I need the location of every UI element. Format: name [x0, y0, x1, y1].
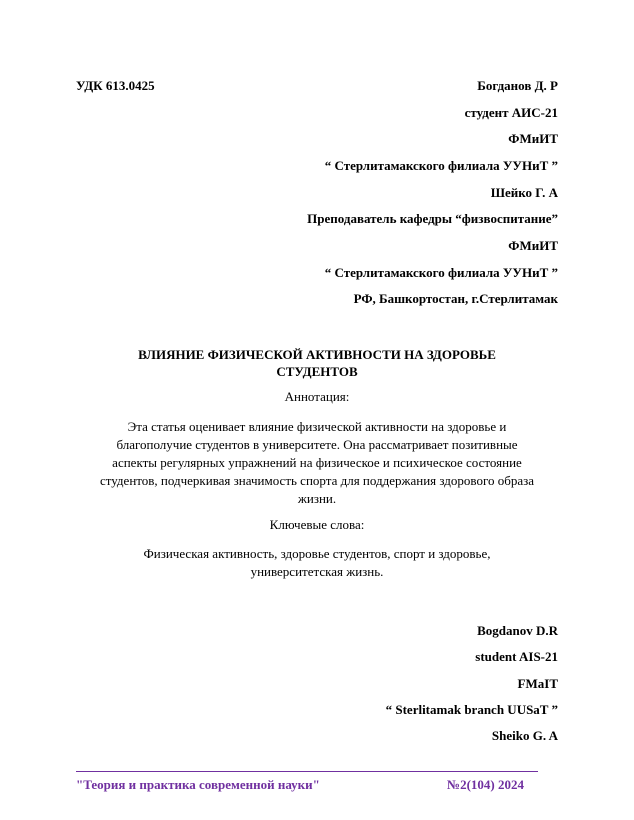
article-title-line-2: СТУДЕНТОВ	[276, 364, 358, 379]
author-ru-name-2: Шейко Г. А	[490, 185, 558, 200]
keywords-line: Физическая активность, здоровье студентов, спорт и здоровье,	[143, 546, 491, 561]
author-ru-faculty-1: ФМиИТ	[508, 131, 558, 146]
article-title	[76, 346, 558, 380]
author-en-position-1: student AIS-21	[475, 649, 558, 664]
author-ru-affiliation-1: “ Стерлитамакского филиала УУНиТ ”	[324, 158, 558, 173]
author-ru-faculty-2: ФМиИТ	[508, 238, 558, 253]
abstract-line: Эта статья оценивает влияние физической активности на здоровье и	[127, 419, 507, 434]
abstract-text	[70, 418, 564, 508]
author-en-name-1: Bogdanov D.R	[477, 623, 558, 638]
udk-code: УДК 613.0425	[76, 78, 155, 93]
footer-divider	[76, 771, 538, 772]
footer-journal-title: "Теория и практика современной науки"	[76, 777, 320, 792]
author-ru-name-1: Богданов Д. Р	[477, 78, 558, 93]
author-ru-affiliation-2: “ Стерлитамакского филиала УУНиТ ”	[324, 265, 558, 280]
author-en-name-2: Sheiko G. A	[491, 728, 558, 743]
abstract-line: аспекты регулярных упражнений на физическое и психическое состояние	[112, 455, 522, 470]
abstract-line: благополучие студентов в университете. Она рассматривает позитивные	[116, 437, 518, 452]
keywords-text	[70, 545, 564, 581]
author-en-faculty-1: FMaIT	[517, 676, 558, 691]
author-en-affiliation-1: “ Sterlitamak branch UUSaT ”	[385, 702, 558, 717]
abstract-line: студентов, подчеркивая значимость спорта для поддержания здорового образа	[99, 473, 535, 488]
keywords-heading: Ключевые слова:	[269, 517, 365, 532]
footer-issue-number: №2(104) 2024	[447, 777, 524, 792]
article-title-line-1: ВЛИЯНИЕ ФИЗИЧЕСКОЙ АКТИВНОСТИ НА ЗДОРОВЬЕ	[138, 347, 496, 362]
author-ru-position-2: Преподаватель кафедры “физвоспитание”	[307, 211, 558, 226]
author-ru-location: РФ, Башкортостан, г.Стерлитамак	[353, 291, 558, 306]
author-ru-position-1: студент АИС-21	[464, 105, 558, 120]
abstract-line: жизни.	[297, 491, 337, 506]
abstract-heading: Аннотация:	[284, 389, 350, 404]
keywords-line: университетская жизнь.	[250, 564, 384, 579]
